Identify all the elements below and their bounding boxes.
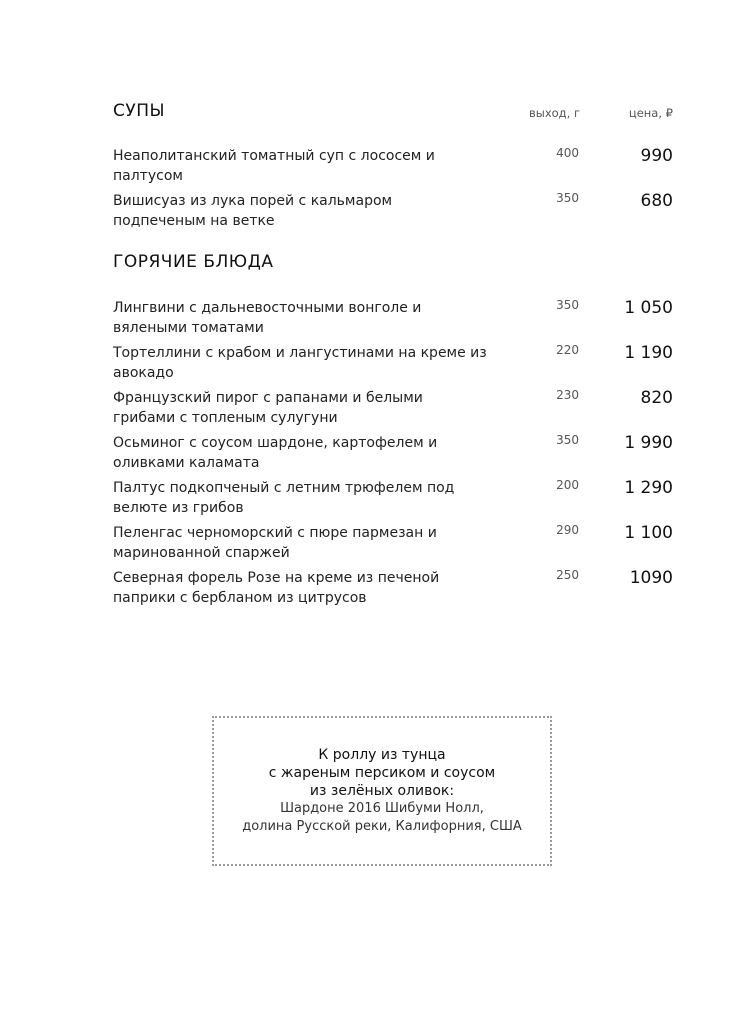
dish-weight: 290 xyxy=(556,523,579,537)
dish-weight: 400 xyxy=(556,146,579,160)
pairing-line-3: из зелёных оливок: xyxy=(309,783,455,799)
menu-item xyxy=(113,433,673,475)
menu-item xyxy=(113,343,673,385)
dish-price: 1090 xyxy=(629,568,673,588)
section-title-hot-dishes: ГОРЯЧИЕ БЛЮДА xyxy=(113,252,274,272)
dish-name: Северная форель Розе на креме из печеной паприки с бербланом из цитрусов xyxy=(113,570,440,606)
dish-name: Пеленгас черноморский с пюре пармезан и маринованной спаржей xyxy=(113,525,437,561)
dish-name: Осьминог с соусом шардоне, картофелем и оливками каламата xyxy=(113,435,438,471)
dish-weight: 350 xyxy=(556,191,579,205)
pairing-line-1: К роллу из тунца xyxy=(318,747,446,763)
dish-price: 680 xyxy=(640,191,673,211)
wine-region: долина Русской реки, Калифорния, США xyxy=(242,819,522,834)
dish-price: 1 050 xyxy=(624,298,673,318)
dish-weight: 350 xyxy=(556,433,579,447)
dish-weight: 250 xyxy=(556,568,579,582)
menu-item xyxy=(113,388,673,430)
menu-item xyxy=(113,568,673,610)
dish-name: Лингвини с дальневосточными вонголе и вялеными томатами xyxy=(113,300,422,336)
price-column-header: цена, ₽ xyxy=(628,106,673,120)
dish-name: Палтус подкопченый с летним трюфелем под велюте из грибов xyxy=(113,480,455,516)
dish-weight: 220 xyxy=(556,343,579,357)
wine-pairing-box xyxy=(212,716,552,866)
dish-weight: 230 xyxy=(556,388,579,402)
dish-price: 1 190 xyxy=(624,343,673,363)
menu-item xyxy=(113,298,673,340)
dish-name: Французский пирог с рапанами и белыми грибами с топленым сулугуни xyxy=(113,390,423,426)
dish-weight: 200 xyxy=(556,478,579,492)
menu-item xyxy=(113,191,673,233)
section-title-soups: СУПЫ xyxy=(113,101,166,121)
dish-name: Тортеллини с крабом и лангустинами на креме из авокадо xyxy=(113,345,487,381)
menu-item xyxy=(113,523,673,565)
dish-price: 820 xyxy=(640,388,673,408)
wine-name: Шардоне 2016 Шибуми Нолл, xyxy=(280,801,484,816)
dish-name: Неаполитанский томатный суп с лососем и палтусом xyxy=(113,148,435,184)
dish-price: 990 xyxy=(640,146,673,166)
weight-column-header: выход, г xyxy=(528,106,580,120)
dish-price: 1 290 xyxy=(624,478,673,498)
dish-weight: 350 xyxy=(556,298,579,312)
dish-name: Вишисуаз из лука порей с кальмаром подпеченым на ветке xyxy=(113,193,393,229)
dish-price: 1 990 xyxy=(624,433,673,453)
menu-item xyxy=(113,478,673,520)
pairing-line-2: с жареным персиком и соусом xyxy=(268,765,496,781)
dish-price: 1 100 xyxy=(624,523,673,543)
menu-item xyxy=(113,146,673,188)
